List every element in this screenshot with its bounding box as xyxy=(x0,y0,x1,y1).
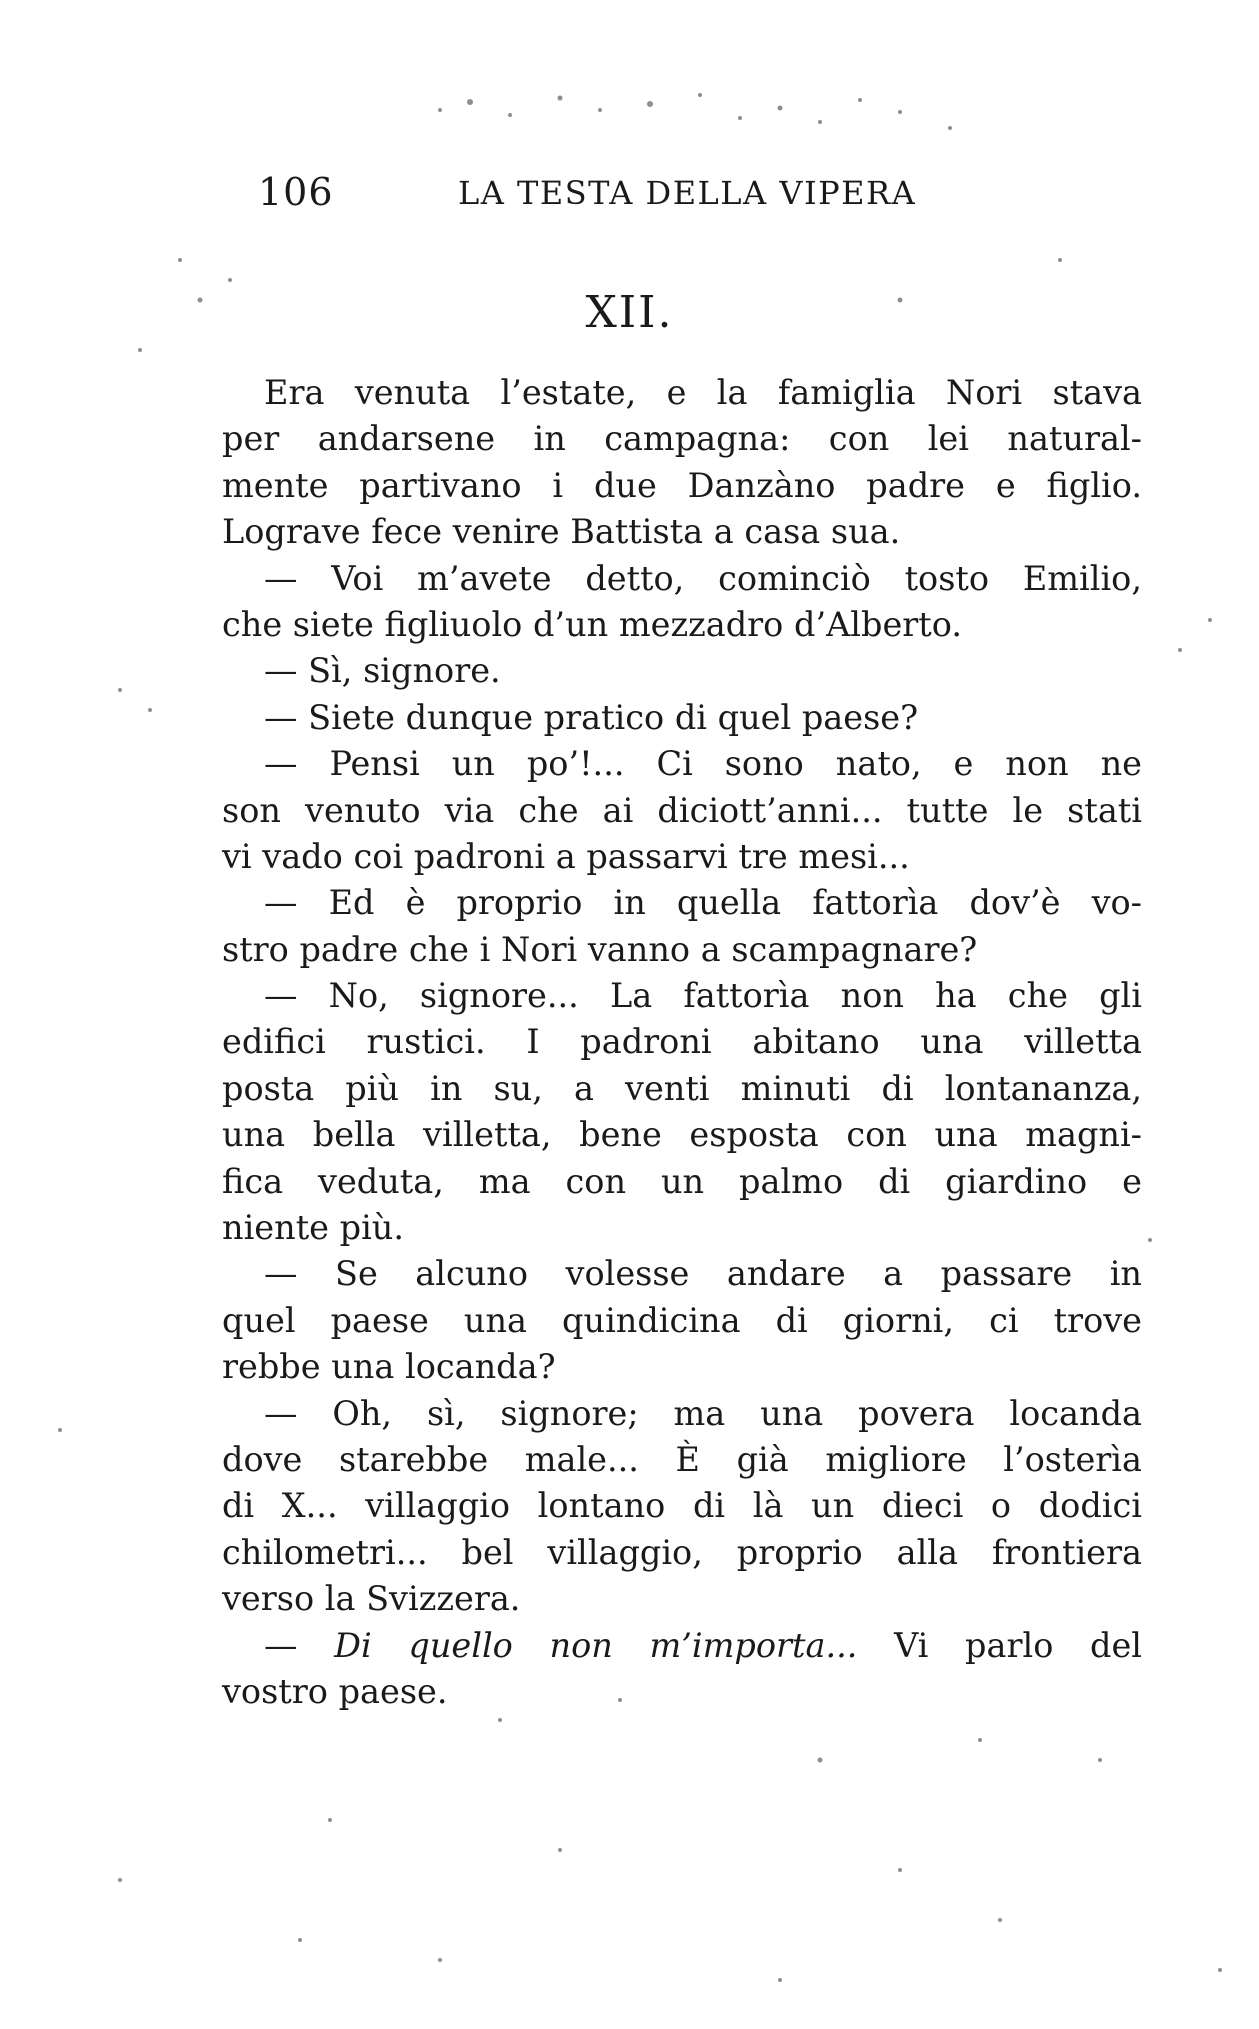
text-line: — Voi m’avete detto, cominciò tosto Emilio, xyxy=(264,558,1142,598)
text-line: — No, signore... La fattorìa non ha che gli xyxy=(264,976,1142,1016)
text-line: vi vado coi padroni a passarvi tre mesi... xyxy=(222,836,910,876)
text-line: — Pensi un po’!... Ci sono nato, e non ne xyxy=(264,744,1142,784)
page-number: 106 xyxy=(258,170,334,214)
text-line: posta più in su, a venti minuti di lontananza, xyxy=(222,1068,1142,1108)
text-line: vostro paese. xyxy=(222,1671,448,1711)
text-line: — Siete dunque pratico di quel paese? xyxy=(264,697,919,737)
book-title: LA TESTA DELLA VIPERA xyxy=(458,174,917,212)
text-line: una bella villetta, bene esposta con una magni- xyxy=(222,1115,1142,1155)
text-line: Lograve fece venire Battista a casa sua. xyxy=(222,512,901,552)
text-line: stro padre che i Nori vanno a scampagnare? xyxy=(222,929,978,969)
text-line: quel paese una quindicina di giorni, ci trove xyxy=(222,1300,1142,1340)
text-line: Era venuta l’estate, e la famiglia Nori stava xyxy=(264,373,1142,412)
text-line: dove starebbe male... È già migliore l’osterìa xyxy=(222,1439,1142,1479)
italic-phrase: Di quello non m’importa... xyxy=(334,1625,858,1665)
text-line: fica veduta, ma con un palmo di giardino e xyxy=(222,1161,1142,1201)
text-line: che siete figliuolo d’un mezzadro d’Alberto. xyxy=(222,604,962,644)
text-line: niente più. xyxy=(222,1208,405,1248)
text-line: rebbe una locanda? xyxy=(222,1347,556,1387)
body-text xyxy=(222,370,1142,1715)
text-line: mente partivano i due Danzàno padre e figlio. xyxy=(222,465,1142,505)
text-line: — Ed è proprio in quella fattorìa dov’è vo- xyxy=(264,883,1142,923)
text-line: edifici rustici. I padroni abitano una villetta xyxy=(222,1022,1142,1062)
text-line: chilometri... bel villaggio, proprio alla frontiera xyxy=(222,1532,1142,1572)
text-line: verso la Svizzera. xyxy=(222,1579,521,1619)
text-line: di X... villaggio lontano di là un dieci o dodici xyxy=(222,1486,1142,1526)
text-line: — Oh, sì, signore; ma una povera locanda xyxy=(264,1393,1142,1433)
text-line: — Se alcuno volesse andare a passare in xyxy=(264,1254,1142,1294)
text-line: — Di quello non m’importa... Vi parlo del xyxy=(264,1625,1143,1665)
text-line: son venuto via che ai diciott’anni... tutte le stati xyxy=(222,790,1142,830)
running-head xyxy=(258,170,1058,220)
text-line: — Sì, signore. xyxy=(264,651,501,691)
text-line: per andarsene in campagna: con lei natural- xyxy=(222,419,1142,459)
chapter-heading: XII. xyxy=(585,287,674,338)
